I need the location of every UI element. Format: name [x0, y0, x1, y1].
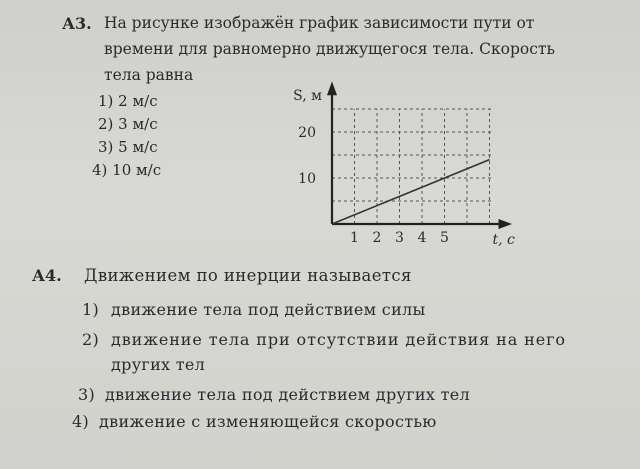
chart-series: [332, 160, 490, 224]
x-tick-label-3: 3: [395, 230, 404, 246]
question-a3-line-1: На рисунке изображён график зависимости пути от: [104, 14, 535, 32]
a4-option-2-num: 2): [82, 330, 100, 349]
x-tick-label-5: 5: [440, 230, 449, 246]
x-tick-label-4: 4: [417, 230, 427, 246]
a4-option-2-text-cont: других тел: [111, 355, 206, 374]
question-a3-line-3: тела равна: [104, 66, 194, 84]
a4-option-4-num: 4): [72, 412, 90, 431]
a3-option-3: 3) 5 м/с: [98, 138, 158, 156]
a4-option-3-text: движение тела под действием других тел: [105, 385, 470, 404]
x-tick-label-2: 2: [372, 230, 382, 246]
question-a4-title: Движением по инерции называется: [84, 266, 412, 285]
x-axis-label: t, с: [492, 232, 515, 248]
question-a3-number: А3.: [62, 14, 92, 33]
y-axis-label: S, м: [293, 88, 322, 105]
a4-option-1-num: 1): [82, 300, 100, 319]
a4-option-2-text: движение тела при отсутствии действия на него: [111, 330, 566, 349]
x-tick-label-1: 1: [350, 230, 359, 246]
a3-option-4: 4) 10 м/с: [92, 161, 162, 179]
a4-option-1-text: движение тела под действием силы: [111, 300, 426, 319]
a4-option-3-num: 3): [78, 385, 96, 404]
y-tick-label-20: 20: [298, 125, 316, 141]
y-tick-label-10: 10: [298, 171, 316, 187]
question-a3-line-2: времени для равномерно движущегося тела. Скорость: [104, 40, 555, 58]
y-axis-arrow: [327, 81, 337, 95]
distance-time-chart: [270, 80, 520, 255]
x-axis-arrow: [499, 219, 513, 229]
a4-option-4-text: движение с изменяющейся скоростью: [99, 412, 437, 431]
question-a4-number: А4.: [32, 266, 62, 285]
series-line-1: [332, 160, 490, 224]
a3-option-1: 1) 2 м/с: [98, 92, 158, 110]
a3-option-2: 2) 3 м/с: [98, 115, 158, 133]
chart-grid: [332, 109, 494, 224]
